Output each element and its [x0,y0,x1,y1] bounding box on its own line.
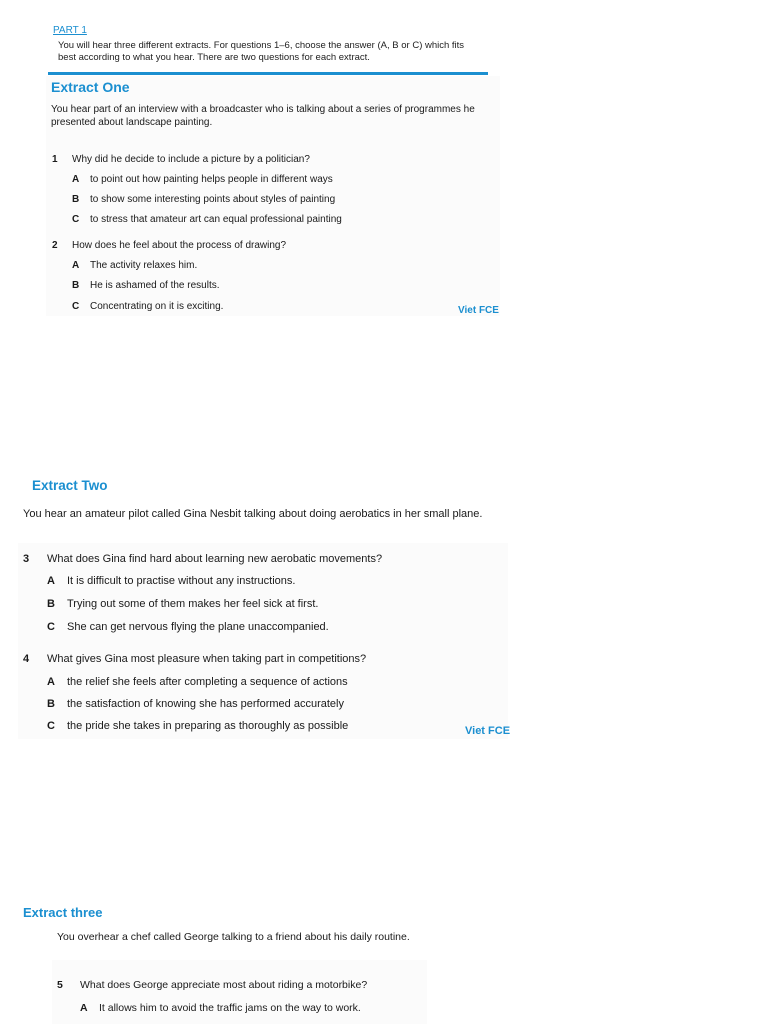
question-text: What gives Gina most pleasure when taking part in competitions? [47,653,367,665]
option-text: It allows him to avoid the traffic jams on the way to work. [99,1002,361,1014]
extract-three-heading: Extract three [23,905,103,920]
extract-three-context: You overhear a chef called George talking to a friend about his daily routine. [57,931,410,943]
question-number: 2 [52,240,58,251]
part-intro [58,40,488,64]
question-number: 4 [23,653,30,665]
extract-one-context-line-1: You hear part of an interview with a broadcaster who is talking about a series of programmes he [51,104,475,115]
question-text: Why did he decide to include a picture by a politician? [72,154,310,165]
question-text: How does he feel about the process of drawing? [72,240,287,251]
option-text: The activity relaxes him. [90,260,198,271]
option-letter: A [47,676,55,688]
option-text: She can get nervous flying the plane unaccompanied. [67,621,329,633]
option-text: the pride she takes in preparing as thoroughly as possible [67,720,349,732]
option-text: Trying out some of them makes her feel sick at first. [67,598,319,610]
option-letter: B [47,598,55,610]
option-letter: A [72,174,80,185]
option-letter: B [72,280,80,291]
question-number: 5 [57,979,63,991]
option-letter: A [47,575,55,587]
part-intro-line-1: You will hear three different extracts. For questions 1–6, choose the answer (A, B or C) which fits [58,40,465,51]
option-text: to point out how painting helps people in different ways [90,174,333,185]
extract-one-context-line-2: presented about landscape painting. [51,117,213,128]
extract-one-heading: Extract One [51,79,130,95]
extract-three-scan [52,960,427,1024]
part-intro-line-2: best according to what you hear. There are two questions for each extract. [58,52,370,63]
extract-two-context: You hear an amateur pilot called Gina Nesbit talking about doing aerobatics in her small plane. [23,508,483,520]
option-letter: B [47,698,55,710]
option-text: the satisfaction of knowing she has performed accurately [67,698,344,710]
option-text: to show some interesting points about styles of painting [90,194,336,205]
option-text: He is ashamed of the results. [90,280,220,291]
option-letter: C [47,621,55,633]
option-text: Concentrating on it is exciting. [90,301,224,312]
watermark-stamp: Viet FCE [458,305,499,316]
option-text: to stress that amateur art can equal professional painting [90,214,342,225]
question-number: 3 [23,553,30,565]
option-letter: A [72,260,80,271]
question-text: What does George appreciate most about riding a motorbike? [80,979,368,991]
option-letter: C [72,214,80,225]
option-text: It is difficult to practise without any instructions. [67,575,296,587]
extract-one-context [51,103,496,129]
part-title: PART 1 [53,25,87,36]
option-letter: B [72,194,80,205]
option-letter: C [47,720,55,732]
question-text: What does Gina find hard about learning new aerobatic movements? [47,553,383,565]
question-number: 1 [52,154,58,165]
option-letter: A [80,1002,88,1014]
extract-two-heading: Extract Two [32,478,108,493]
section-divider [48,72,488,75]
watermark-stamp: Viet FCE [465,725,511,737]
option-letter: C [72,301,80,312]
option-text: the relief she feels after completing a sequence of actions [67,676,348,688]
